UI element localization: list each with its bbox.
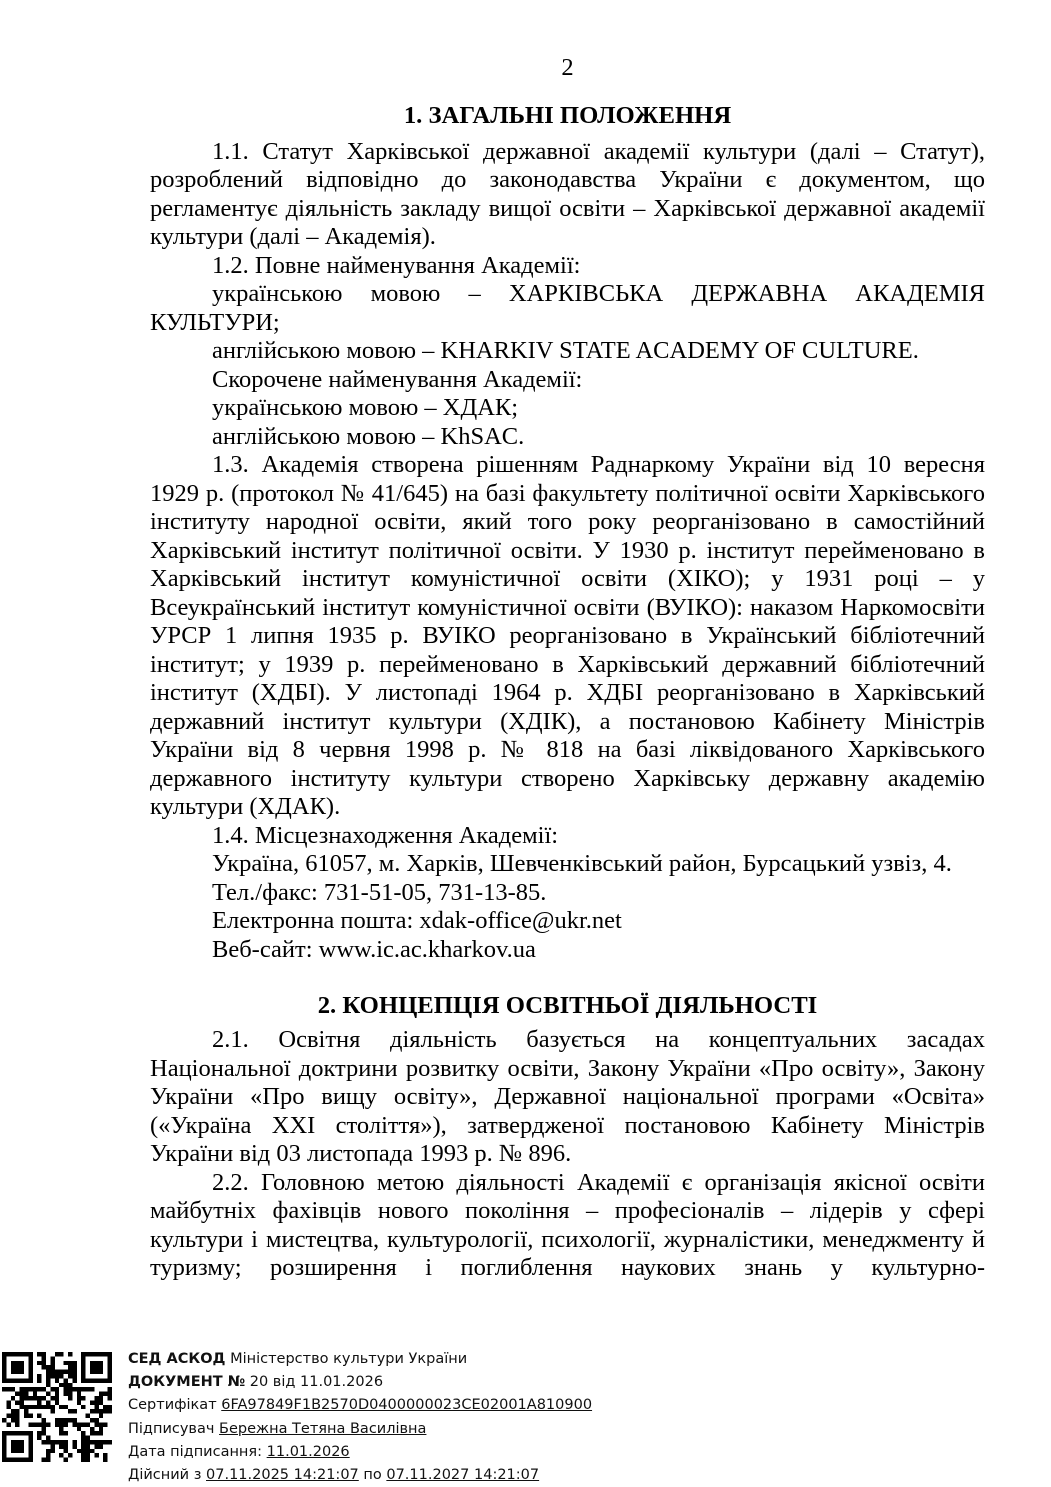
paragraph-2-1: 2.1. Освітня діяльність базується на концептуальних засадах Національної доктрини розвитку освіти, Закону України «Про освіту», Закону України «Про вищу освіту», Державної національної програми «Освіта» («Україна ХХІ століття»), затвердженої постановою Кабінету Міністрів України від 03 листопада 1993 р. № 896.	[150, 1026, 985, 1167]
system-label: СЕД АСКОД	[128, 1351, 226, 1367]
paragraph-short-name: Скорочене найменування Академії:	[212, 365, 583, 393]
signature-date-line	[128, 1441, 592, 1464]
paragraph-short-ukrainian: українською мовою – ХДАК;	[212, 394, 519, 421]
document-body	[150, 54, 985, 1283]
signature-document-line	[128, 1371, 592, 1394]
signature-signer-line	[128, 1418, 592, 1441]
signer-label: Підписувач	[128, 1420, 215, 1437]
paragraph-phone: Тел./факс: 731-51-05, 731-13-85.	[212, 878, 547, 906]
qr-code-icon	[2, 1352, 112, 1462]
document-value: 20 від 11.01.2026	[249, 1374, 384, 1391]
page-number: 2	[561, 54, 574, 81]
valid-to-value: 07.11.2027 14:21:07	[386, 1467, 540, 1484]
system-value: Міністерство культури України	[230, 1351, 468, 1367]
section-1-heading: 1. ЗАГАЛЬНІ ПОЛОЖЕННЯ	[403, 101, 732, 129]
paragraph-1-3: 1.3. Академія створена рішенням Раднаркому України від 10 вересня 1929 р. (протокол № 41/645) на базі факультету політичної освіти Харківського інституту народної освіти, який того року реорганізовано в самостійний Харківський інститут політичної освіти. У 1930 р. інститут перейменовано в Харківський інститут комуністичної освіти (ХІКО); у 1931 році – у Всеукраїнський інститут комуністичної освіти (ВУІКО): наказом Наркомосвіти УРСР 1 липня 1935 р. ВУІКО реорганізовано в Український бібліотечний інститут; у 1939 р. перейменовано в Харківський державний бібліотечний інститут (ХДБІ). У листопаді 1964 р. ХДБІ реорганізовано в Харківський державний інститут культури (ХДІК), а постановою Кабінету Міністрів України від 8 червня 1998 р. № 818 на базі ліквідованого Харківського державного інституту культури створено Харківську державну академію культури (ХДАК).	[150, 451, 985, 820]
signature-system-line	[128, 1348, 592, 1371]
certificate-value: 6FA97849F1B2570D0400000023CE02001A810900	[221, 1397, 593, 1414]
signing-date-label: Дата підписання:	[128, 1443, 263, 1460]
section-2-heading: 2. КОНЦЕПЦІЯ ОСВІТНЬОЇ ДІЯЛЬНОСТІ	[317, 992, 818, 1019]
paragraph-1-1: 1.1. Статут Харківської державної академії культури (далі – Статут), розроблений відповідно до законодавства України є документом, що регламентує діяльність закладу вищої освіти – Харківської державної академії культури (далі – Академія).	[150, 137, 985, 250]
signing-date-value: 11.01.2026	[266, 1443, 350, 1460]
signature-certificate-line	[128, 1394, 592, 1417]
paragraph-website: Веб-сайт: www.ic.ac.kharkov.ua	[212, 935, 536, 963]
signature-validity-line	[128, 1464, 592, 1487]
paragraph-address: Україна, 61057, м. Харків, Шевченківський район, Бурсацький узвіз, 4.	[212, 850, 952, 877]
certificate-label: Сертифікат	[128, 1397, 217, 1414]
signature-footer	[0, 1348, 1051, 1484]
paragraph-short-english: англійською мовою – KhSAC.	[212, 422, 525, 450]
paragraph-email: Електронна пошта: xdak-office@ukr.net	[212, 907, 622, 934]
paragraph-1-2: 1.2. Повне найменування Академії:	[212, 251, 581, 279]
paragraph-2-2: 2.2. Головною метою діяльності Академії є організація якісної освіти майбутніх фахівців нового покоління – професіоналів – лідерів у сфері культури і мистецтва, культурології, психології, журналістики, менеджменту й туризму; розширення і поглиблення наукових знань у культурно-	[150, 1168, 985, 1281]
paragraph-name-ukrainian: українською мовою – ХАРКІВСЬКА ДЕРЖАВНА АКАДЕМІЯ КУЛЬТУРИ;	[150, 280, 985, 336]
valid-label: Дійсний з	[128, 1467, 202, 1484]
paragraph-1-4: 1.4. Місцезнаходження Академії:	[212, 821, 559, 849]
document-label: ДОКУМЕНТ №	[128, 1374, 246, 1391]
signer-value: Бережна Тетяна Василівна	[219, 1420, 427, 1437]
valid-separator: по	[363, 1467, 382, 1484]
paragraph-name-english: англійською мовою – KHARKIV STATE ACADEMY OF CULTURE.	[212, 337, 919, 364]
signature-details	[128, 1348, 592, 1487]
valid-from-value: 07.11.2025 14:21:07	[206, 1467, 359, 1484]
